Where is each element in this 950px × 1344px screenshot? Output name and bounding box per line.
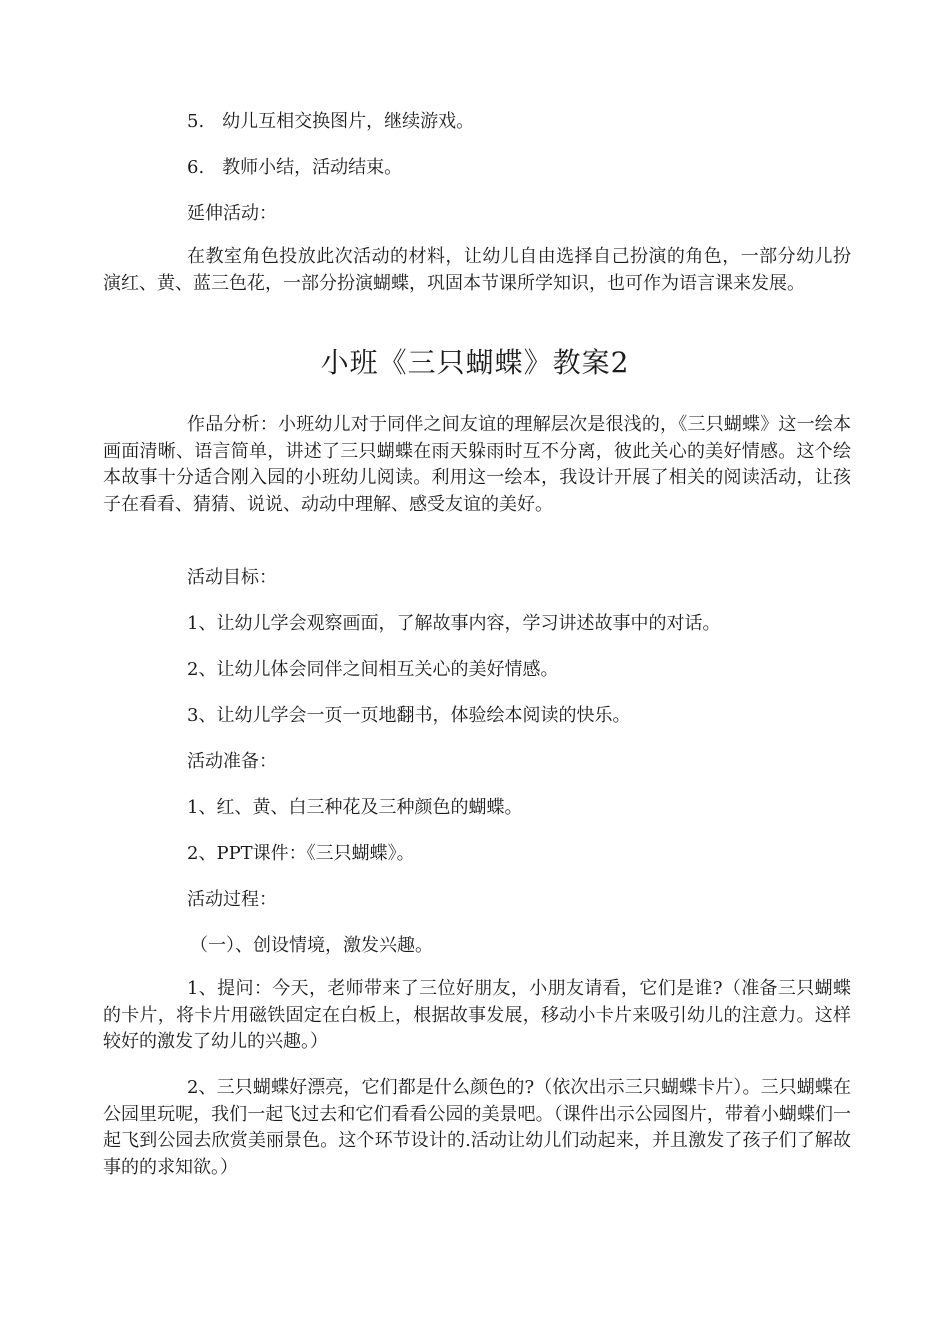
step-paragraph-2: 2、三只蝴蝶好漂亮，它们都是什么颜色的?（依次出示三只蝴蝶卡片）。三只蝴蝶在公园里玩呢，我们一起飞过去和它们看看公园的美景吧。（课件出示公园图片，带着小蝴蝶们一起飞到公园去欣赏美丽景色。这个环节设计的.活动让幼儿们动起来，并且激发了孩子们了解故事的的求知欲。）: [103, 1077, 851, 1178]
prep-item-2: 2、PPT课件：《三只蝴蝶》。: [187, 843, 415, 864]
step-paragraph-1: 1、提问：今天，老师带来了三位好朋友，小朋友请看，它们是谁?（准备三只蝴蝶的卡片，将卡片用磁铁固定在白板上，根据故事发展，移动小卡片来吸引幼儿的注意力。这样较好的激发了幼儿的兴趣。）: [103, 978, 851, 1052]
list-item-6: 6. 教师小结，活动结束。: [187, 157, 403, 178]
goal-item-2: 2、让幼儿体会同伴之间相互关心的美好情感。: [187, 659, 559, 680]
document-title: 小班《三只蝴蝶》教案2: [320, 346, 630, 379]
goal-item-1: 1、让幼儿学会观察画面，了解故事内容，学习讲述故事中的对话。: [187, 613, 721, 634]
process-heading: 活动过程：: [187, 889, 277, 910]
goal-item-3: 3、让幼儿学会一页一页地翻书，体验绘本阅读的快乐。: [187, 705, 631, 726]
extension-paragraph: 在教室角色投放此次活动的材料，让幼儿自由选择自己扮演的角色，一部分幼儿扮演红、黄、蓝三色花，一部分扮演蝴蝶，巩固本节课所学知识，也可作为语言课来发展。: [103, 246, 851, 294]
step-heading: （一）、创设情境，激发兴趣。: [190, 935, 433, 956]
list-item-5: 5. 幼儿互相交换图片，继续游戏。: [187, 111, 475, 132]
goals-heading: 活动目标：: [187, 567, 277, 588]
prep-item-1: 1、红、黄、白三种花及三种颜色的蝴蝶。: [187, 797, 523, 818]
prep-heading: 活动准备：: [187, 751, 277, 772]
extension-heading: 延伸活动：: [187, 203, 277, 224]
analysis-paragraph: 作品分析：小班幼儿对于同伴之间友谊的理解层次是很浅的，《三只蝴蝶》这一绘本画面清晰、语言简单，讲述了三只蝴蝶在雨天躲雨时互不分离，彼此关心的美好情感。这个绘本故事十分适合刚入园的小班幼儿阅读。利用这一绘本，我设计开展了相关的阅读活动，让孩子在看看、猜猜、说说、动动中理解、感受友谊的美好。: [103, 414, 851, 515]
